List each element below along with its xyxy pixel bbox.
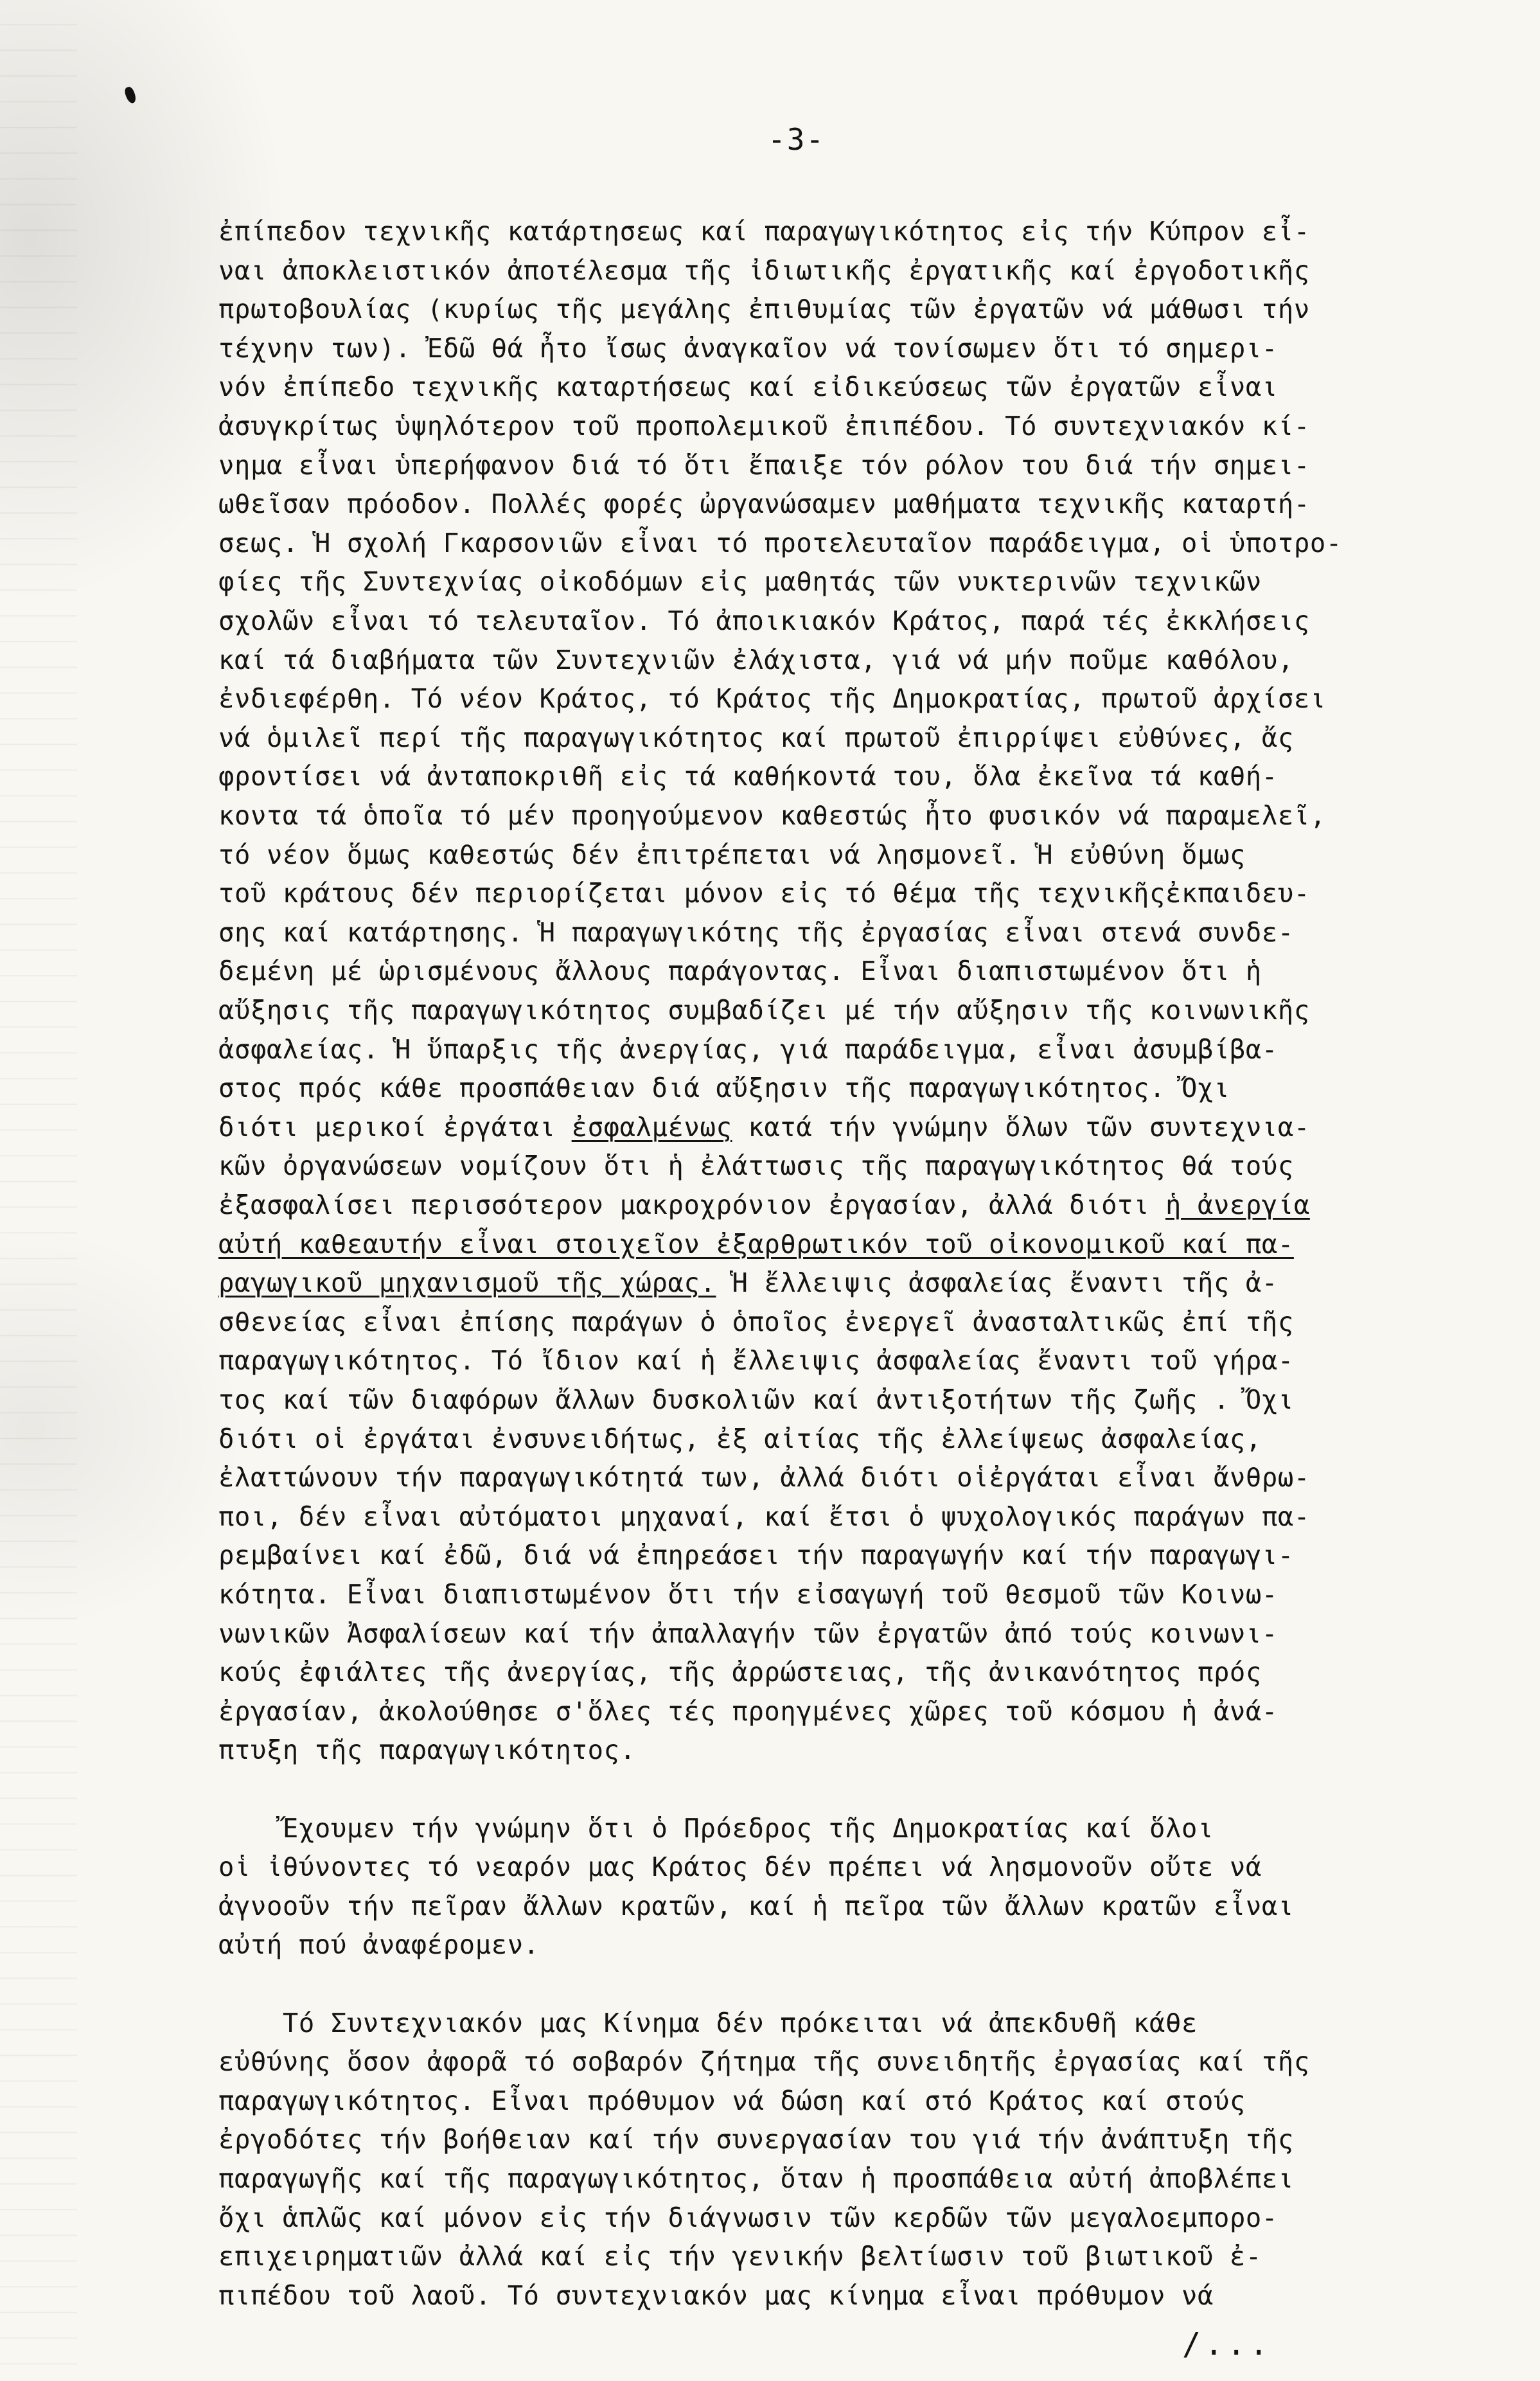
text-line: καί τά διαβήματα τῶν Συντεχνιῶν ἐλάχιστα, γιά νά μήν ποῦμε καθόλου, bbox=[218, 644, 1294, 675]
text-line: επιχειρηματιῶν ἀλλά καί εἰς τήν γενικήν βελτίωσιν τοῦ βιωτικοῦ ἐ- bbox=[218, 2241, 1262, 2272]
text-line: ὄχι ἁπλῶς καί μόνον εἰς τήν διάγνωσιν τῶν κερδῶν τῶν μεγαλοεμπορο- bbox=[218, 2202, 1278, 2233]
text-line: κοντα τά ὁποῖα τό μέν προηγούμενον καθεστώς ἦτο φυσικόν νά παραμελεῖ, bbox=[218, 800, 1326, 831]
text-line: φροντίσει νά ἀνταποκριθῆ εἰς τά καθήκοντά του, ὅλα ἐκεῖνα τά καθή- bbox=[218, 761, 1278, 792]
text-line: κῶν ὀργανώσεων νομίζουν ὅτι ἡ ἐλάττωσις τῆς παραγωγικότητος θά τούς bbox=[218, 1150, 1294, 1182]
text-line: εὐθύνης ὅσον ἀφορᾶ τό σοβαρόν ζήτημα τῆς συνειδητῆς ἐργασίας καί τῆς bbox=[218, 2046, 1310, 2078]
text-line: τος καί τῶν διαφόρων ἄλλων δυσκολιῶν καί ἀντιξοτήτων τῆς ζωῆς . Ὄχι bbox=[218, 1384, 1294, 1415]
text-line: ἐλαττώνουν τήν παραγωγικότητά των, ἀλλά διότι οἱἐργάται εἶναι ἄνθρω- bbox=[218, 1462, 1310, 1494]
text-line: νόν ἐπίπεδο τεχνικῆς καταρτήσεως καί εἰδικεύσεως τῶν ἐργατῶν εἶναι bbox=[218, 371, 1278, 403]
text-line: δεμένη μέ ὡρισμένους ἄλλους παράγοντας. Εἶναι διαπιστωμένον ὅτι ἡ bbox=[218, 956, 1262, 987]
scan-edge-shadow bbox=[0, 0, 77, 2381]
text-line: κούς ἐφιάλτες τῆς ἀνεργίας, τῆς ἀρρώστειας, τῆς ἀνικανότητος πρός bbox=[218, 1657, 1262, 1688]
text-line: πτυξη τῆς παραγωγικότητος. bbox=[218, 1734, 636, 1766]
text-line: τό νέον ὅμως καθεστώς δέν ἐπιτρέπεται νά λησμονεῖ. Ἡ εὐθύνη ὅμως bbox=[218, 839, 1246, 870]
text-line: ἐπίπεδον τεχνικῆς κατάρτησεως καί παραγωγικότητος εἰς τήν Κύπρον εἶ- bbox=[218, 216, 1310, 247]
text-line: ἐργοδότες τήν βοήθειαν καί τήν συνεργασίαν του γιά τήν ἀνάπτυξη τῆς bbox=[218, 2124, 1294, 2155]
text-line: σθενείας εἶναι ἐπίσης παράγων ὁ ὁποῖος ἐνεργεῖ ἀνασταλτικῶς ἐπί τῆς bbox=[218, 1306, 1294, 1337]
text-line: παραγωγῆς καί τῆς παραγωγικότητος, ὅταν ἡ προσπάθεια αὐτή ἀποβλέπει bbox=[218, 2163, 1294, 2194]
text-line: φίες τῆς Συντεχνίας οἰκοδόμων εἰς μαθητάς τῶν νυκτερινῶν τεχνικῶν bbox=[218, 566, 1262, 598]
text-line: σχολῶν εἶναι τό τελευταῖον. Τό ἀποικιακόν Κράτος, παρά τές ἐκκλήσεις bbox=[218, 605, 1310, 636]
underlined-text: ραγωγικοῦ μηχανισμοῦ τῆς χώρας. bbox=[218, 1267, 716, 1299]
text-line: ἐξασφαλίσει περισσότερον μακροχρόνιον ἐργασίαν, ἀλλά διότι ἡ ἀνεργία bbox=[218, 1190, 1310, 1220]
underlined-text: ἐσφαλμένως bbox=[571, 1111, 732, 1143]
text-line: αὐτή πού ἀναφέρομεν. bbox=[218, 1929, 540, 1961]
text-line: ναι ἀποκλειστικόν ἀποτέλεσμα τῆς ἰδιωτικῆς ἐργατικῆς καί ἐργοδοτικῆς bbox=[218, 254, 1310, 286]
text-line: στος πρός κάθε προσπάθειαν διά αὔξησιν τῆς παραγωγικότητος. Ὄχι bbox=[218, 1073, 1230, 1104]
text-line: διότι μερικοί ἐργάται ἐσφαλμένως κατά τήν γνώμην ὅλων τῶν συντεχνια- bbox=[218, 1111, 1310, 1143]
text-line bbox=[218, 1225, 1294, 1263]
text-line: οἱ ἰθύνοντες τό νεαρόν μας Κράτος δέν πρέπει νά λησμονοῦν οὔτε νά bbox=[218, 1851, 1262, 1883]
page-number: -3- bbox=[768, 122, 826, 157]
text-line: ἀγνοοῦν τήν πεῖραν ἄλλων κρατῶν, καί ἡ πεῖρα τῶν ἄλλων κρατῶν εἶναι bbox=[218, 1890, 1294, 1922]
text-line: Ἔχουμεν τήν γνώμην ὅτι ὁ Πρόεδρος τῆς Δημοκρατίας καί ὅλοι bbox=[218, 1812, 1214, 1844]
text-line: ἐνδιεφέρθη. Τό νέον Κράτος, τό Κράτος τῆς Δημοκρατίας, πρωτοῦ ἀρχίσει bbox=[218, 683, 1326, 715]
text-line: διότι οἱ ἐργάται ἐνσυνειδήτως, ἐξ αἰτίας τῆς ἐλλείψεως ἀσφαλείας, bbox=[218, 1423, 1262, 1454]
text-line: τοῦ κράτους δέν περιορίζεται μόνον εἰς τό θέμα τῆς τεχνικῆςἐκπαιδευ- bbox=[218, 878, 1310, 909]
text-line: ἀσυγκρίτως ὑψηλότερον τοῦ προπολεμικοῦ ἐπιπέδου. Τό συντεχνιακόν κί- bbox=[218, 411, 1310, 441]
text-line: νημα εἶναι ὑπερήφανον διά τό ὅτι ἔπαιξε τόν ρόλον του διά τήν σημει- bbox=[218, 449, 1310, 481]
text-line: ωθεῖσαν πρόοδον. Πολλές φορές ὠργανώσαμεν μαθήματα τεχνικῆς καταρτή- bbox=[218, 488, 1310, 520]
text-line: πρωτοβουλίας (κυρίως τῆς μεγάλης ἐπιθυμίας τῶν ἐργατῶν νά μάθωσι τήν bbox=[218, 294, 1310, 325]
text-line: σεως. Ἡ σχολή Γκαρσονιῶν εἶναι τό προτελευταῖον παράδειγμα, οἱ ὑποτρο- bbox=[218, 527, 1342, 558]
text-line: παραγωγικότητος. Τό ἴδιον καί ἡ ἔλλειψις ἀσφαλείας ἔναντι τοῦ γήρα- bbox=[218, 1345, 1294, 1377]
text-line: πιπέδου τοῦ λαοῦ. Τό συντεχνιακόν μας κίνημα εἶναι πρόθυμον νά bbox=[218, 2279, 1214, 2311]
text-line: ἐργασίαν, ἀκολούθησε σ'ὅλες τές προηγμένες χῶρες τοῦ κόσμου ἡ ἀνά- bbox=[218, 1695, 1278, 1727]
text-line: τέχνην των). Ἐδῶ θά ἦτο ἴσως ἀναγκαῖον νά τονίσωμεν ὅτι τό σημερι- bbox=[218, 332, 1278, 364]
text-line: παραγωγικότητος. Εἶναι πρόθυμον νά δώση καί στό Κράτος καί στούς bbox=[218, 2085, 1246, 2116]
underlined-text: ἡ ἀνεργία bbox=[1165, 1190, 1310, 1220]
underlined-text: αὐτή καθεαυτήν εἶναι στοιχεῖον ἐξαρθρωτικόν τοῦ οἰκονομικοῦ καί πα- bbox=[218, 1228, 1294, 1260]
text-line: ρεμβαίνει καί ἐδῶ, διά νά ἐπηρεάσει τήν παραγωγήν καί τήν παραγωγι- bbox=[218, 1540, 1294, 1571]
ink-blot bbox=[123, 85, 137, 104]
text-line: νά ὁμιλεῖ περί τῆς παραγωγικότητος καί πρωτοῦ ἐπιρρίψει εὐθύνες, ἄς bbox=[218, 722, 1294, 753]
text-line: κότητα. Εἶναι διαπιστωμένον ὅτι τήν εἰσαγωγή τοῦ θεσμοῦ τῶν Κοινω- bbox=[218, 1579, 1278, 1610]
text-line: νωνικῶν Ἀσφαλίσεων καί τήν ἀπαλλαγήν τῶν ἐργατῶν ἀπό τούς κοινωνι- bbox=[218, 1618, 1278, 1649]
text-line: σης καί κατάρτησης. Ἡ παραγωγικότης τῆς ἐργασίας εἶναι στενά συνδε- bbox=[218, 916, 1294, 948]
text-line: ποι, δέν εἶναι αὐτόματοι μηχαναί, καί ἔτσι ὁ ψυχολογικός παράγων πα- bbox=[218, 1501, 1310, 1532]
text-line: Τό Συντεχνιακόν μας Κίνημα δέν πρόκειται νά ἀπεκδυθῆ κάθε bbox=[218, 2007, 1198, 2038]
text-line: ἀσφαλείας. Ἡ ὕπαρξις τῆς ἀνεργίας, γιά παράδειγμα, εἶναι ἀσυμβίβα- bbox=[218, 1033, 1278, 1065]
text-line: ραγωγικοῦ μηχανισμοῦ τῆς χώρας. Ἡ ἔλλειψις ἀσφαλείας ἔναντι τῆς ἀ- bbox=[218, 1267, 1278, 1299]
continuation-mark: /... bbox=[1182, 2326, 1272, 2362]
text-line: αὔξησις τῆς παραγωγικότητος συμβαδίζει μέ τήν αὔξησιν τῆς κοινωνικῆς bbox=[218, 995, 1310, 1026]
